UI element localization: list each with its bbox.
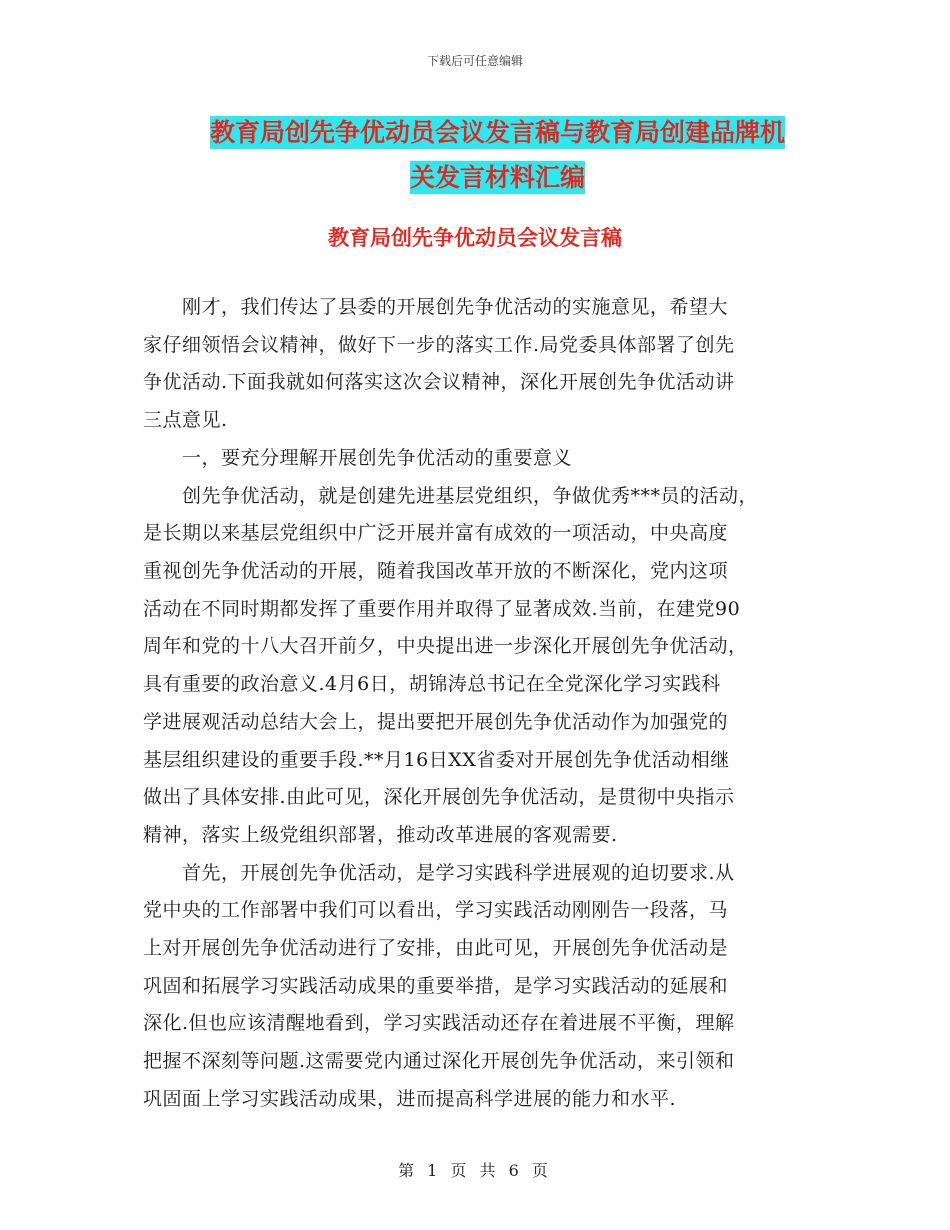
body-line: 争优活动.下面我就如何落实这次会议精神，深化开展创先争优活动讲	[143, 371, 735, 393]
body-line: 活动在不同时期都发挥了重要作用并取得了显著成效.当前，在建党90	[143, 598, 741, 620]
body-line: 做出了具体安排.由此可见，深化开展创先争优活动，是贯彻中央指示	[143, 786, 735, 808]
body-line: 学进展观活动总结大会上，提出要把开展创先争优活动作为加强党的	[143, 711, 729, 733]
body-line: 巩固和拓展学习实践活动成果的重要举措，是学习实践活动的延展和	[143, 975, 729, 997]
body-line: 家仔细领悟会议精神，做好下一步的落实工作.局党委具体部署了创先	[143, 334, 735, 356]
body-line: 一，要充分理解开展创先争优活动的重要意义	[143, 447, 573, 469]
page-footer: 第 1 页 共 6 页	[398, 1161, 552, 1180]
section-title: 教育局创先争优动员会议发言稿	[328, 226, 622, 250]
body-line: 上对开展创先争优活动进行了安排，由此可见，开展创先争优活动是	[143, 937, 729, 959]
body-line: 党中央的工作部署中我们可以看出，学习实践活动刚刚告一段落，马	[143, 899, 729, 921]
body-line: 首先，开展创先争优活动，是学习实践科学进展观的迫切要求.从	[143, 862, 735, 884]
body-line: 把握不深刻等问题.这需要党内通过深化开展创先争优活动，来引领和	[143, 1050, 735, 1072]
document-title-line-2	[120, 158, 875, 194]
body-line: 是长期以来基层党组织中广泛开展并富有成效的一项活动，中央高度	[143, 522, 729, 544]
title-text-1: 教育局创先争优动员会议发言稿与教育局创建品牌机	[209, 118, 785, 147]
body-line: 巩固面上学习实践活动成果，进而提高科学进展的能力和水平.	[143, 1088, 677, 1110]
document-title-line-1	[120, 113, 875, 149]
body-line: 三点意见.	[143, 409, 228, 431]
page-header: 下载后可任意编辑	[426, 54, 523, 68]
body-line: 创先争优活动，就是创建先进基层党组织，争做优秀***员的活动，	[143, 485, 759, 507]
title-text-2: 关发言材料汇编	[409, 163, 585, 192]
body-line: 重视创先争优活动的开展，随着我国改革开放的不断深化，党内这项	[143, 560, 729, 582]
body-line: 精神，落实上级党组织部署，推动改革进展的客观需要.	[143, 824, 618, 846]
body-line: 周年和党的十八大召开前夕，中央提出进一步深化开展创先争优活动，	[143, 635, 748, 657]
body-line: 基层组织建设的重要手段.**月16日XX省委对开展创先争优活动相继	[143, 749, 730, 771]
body-line: 具有重要的政治意义.4月6日，胡锦涛总书记在全党深化学习实践科	[143, 673, 721, 695]
body-line: 深化.但也应该清醒地看到，学习实践活动还存在着进展不平衡，理解	[143, 1012, 735, 1034]
body-line: 刚才，我们传达了县委的开展创先争优活动的实施意见，希望大	[143, 296, 729, 318]
